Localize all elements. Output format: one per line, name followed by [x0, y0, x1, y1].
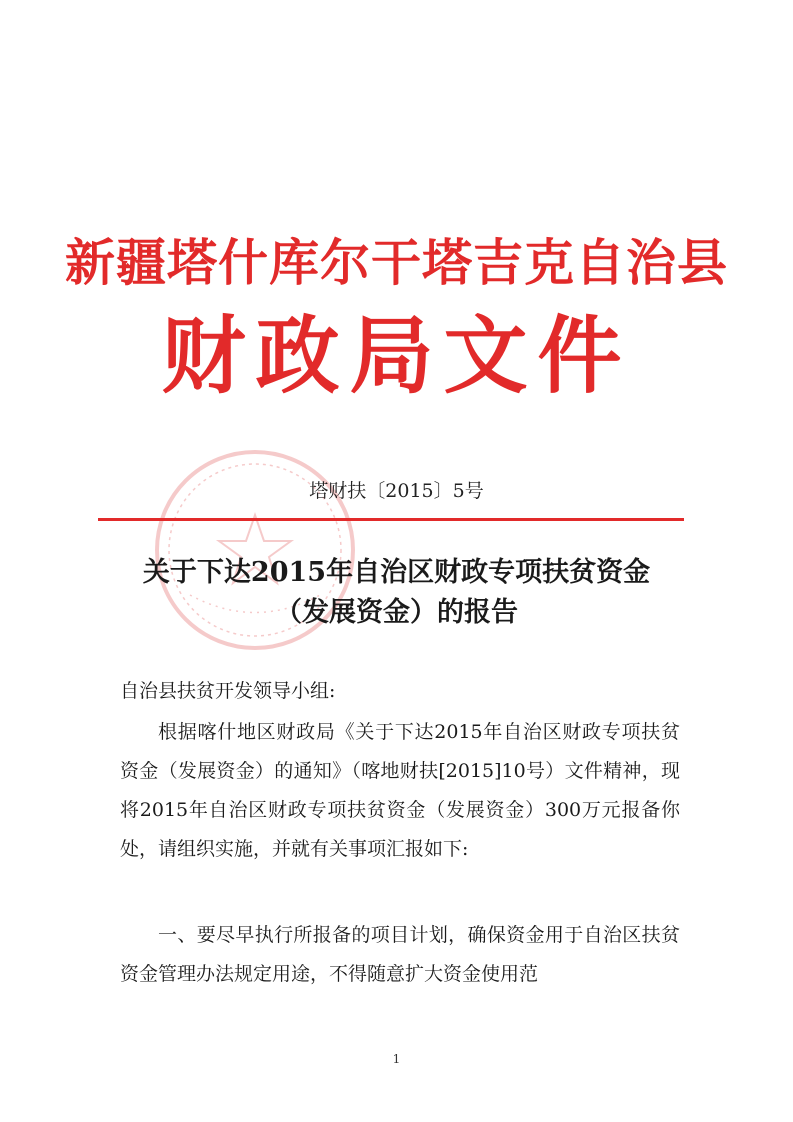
body-paragraph-2: 一、要尽早执行所报备的项目计划，确保资金用于自治区扶贫资金管理办法规定用途，不得随意扩大资金使用范 [120, 924, 680, 985]
issuing-authority-header: 新疆塔什库尔干塔吉克自治县 [65, 234, 728, 292]
header-divider [98, 518, 684, 521]
document-type-header: 财政局文件 [161, 307, 632, 405]
title-line-1: 关于下达2015年自治区财政专项扶贫资金 [142, 557, 651, 588]
addressee: 自治县扶贫开发领导小组: [120, 680, 336, 702]
document-title [0, 553, 793, 633]
body-paragraph-1: 根据喀什地区财政局《关于下达2015年自治区财政专项扶贫资金（发展资金）的通知》（喀地财扶[2015]10号）文件精神，现将2015年自治区财政专项扶贫资金（发展资金）300万元报备你处，请组织实施，并就有关事项汇报如下: [120, 721, 680, 860]
title-line-2: （发展资金）的报告 [275, 597, 518, 628]
page-number: 1 [392, 1052, 401, 1066]
document-number: 塔财扶〔2015〕5号 [309, 480, 484, 502]
